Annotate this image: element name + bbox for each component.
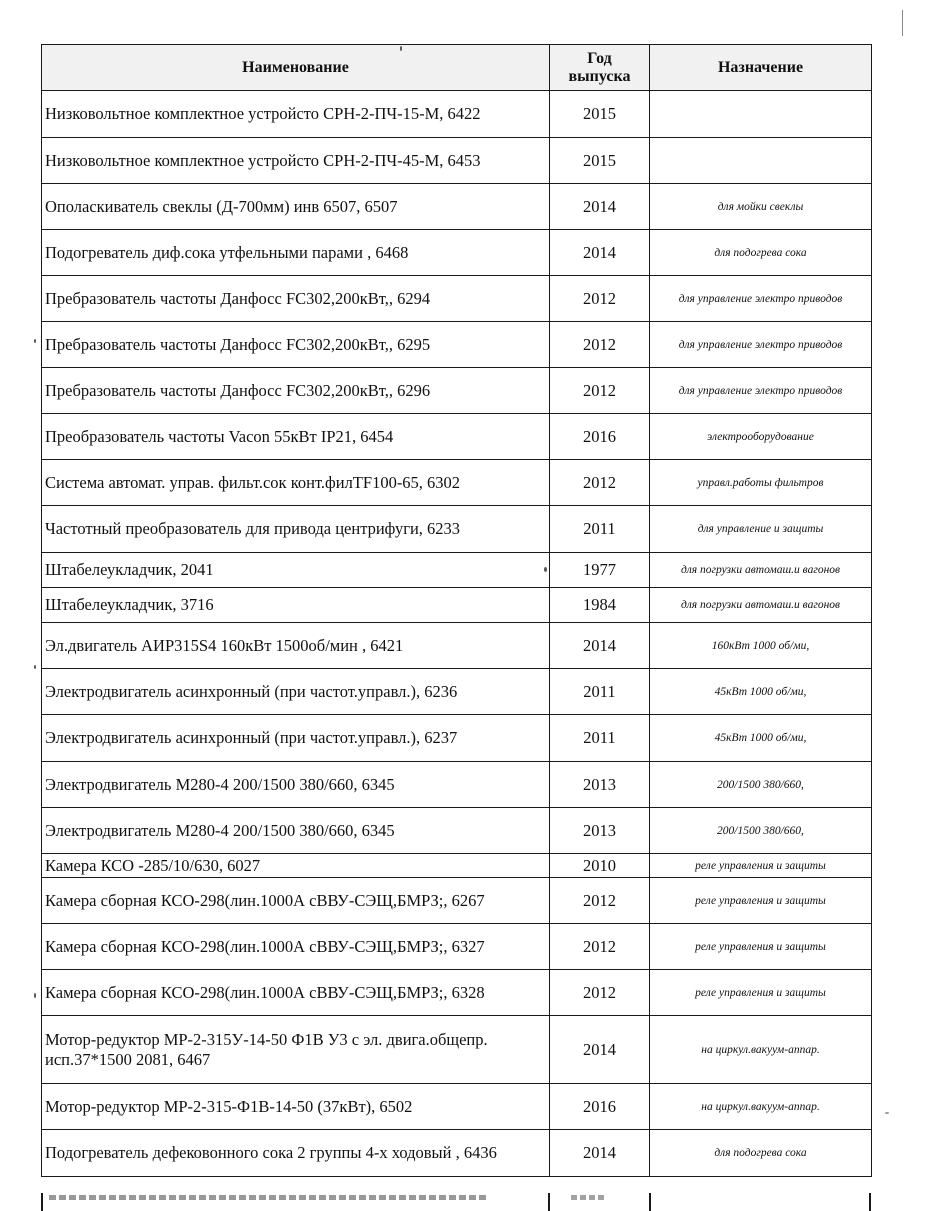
table-row: [42, 669, 872, 715]
cell-year: 2011: [550, 669, 650, 715]
cell-purpose: [650, 138, 872, 184]
cell-name: Электродвигатель М280-4 200/1500 380/660, 6345: [42, 762, 550, 808]
cell-name: Камера сборная КСО-298(лин.1000А сВВУ-СЭЩ,БМРЗ;, 6328: [42, 970, 550, 1016]
cell-purpose: на циркул.вакуум-аппар.: [650, 1084, 872, 1130]
cell-name: Электродвигатель асинхронный (при частот.управл.), 6236: [42, 669, 550, 715]
table-row: [42, 715, 872, 762]
equipment-table: [41, 44, 872, 1177]
cell-name: Камера сборная КСО-298(лин.1000А сВВУ-СЭЩ,БМРЗ;, 6267: [42, 878, 550, 924]
table-row: [42, 460, 872, 506]
cell-purpose: 45кВт 1000 об/ми,: [650, 715, 872, 762]
table-row: [42, 553, 872, 588]
cell-purpose: реле управления и защиты: [650, 854, 872, 878]
cell-year: 2015: [550, 91, 650, 138]
table-row: [42, 1130, 872, 1177]
cell-purpose: для управление и защиты: [650, 506, 872, 553]
cell-name: Мотор-редуктор МР-2-315-Ф1В-14-50 (37кВт), 6502: [42, 1084, 550, 1130]
cell-purpose: для подогрева сока: [650, 1130, 872, 1177]
scan-speck: [34, 993, 36, 998]
cell-year: 2014: [550, 623, 650, 669]
cell-purpose: для управление электро приводов: [650, 276, 872, 322]
cell-name: Камера КСО -285/10/630, 6027: [42, 854, 550, 878]
scan-mark: [902, 10, 903, 36]
cell-name: Эл.двигатель АИР315S4 160кВт 1500об/мин , 6421: [42, 623, 550, 669]
cell-name: Подогреватель диф.сока утфельными парами , 6468: [42, 230, 550, 276]
cell-name: Низковольтное комплектное устройсто СРН-2-ПЧ-45-М, 6453: [42, 138, 550, 184]
cell-year: 2012: [550, 322, 650, 368]
cell-name: Пребразователь частоты Данфосс FC302,200кВт,, 6294: [42, 276, 550, 322]
cell-year: 2014: [550, 230, 650, 276]
cell-purpose: реле управления и защиты: [650, 878, 872, 924]
header-purpose: Назначение: [650, 45, 872, 91]
cell-purpose: реле управления и защиты: [650, 924, 872, 970]
cell-purpose: для управление электро приводов: [650, 368, 872, 414]
cell-year: 2012: [550, 276, 650, 322]
table-row: [42, 184, 872, 230]
cell-purpose: для погрузки автомаш.и вагонов: [650, 553, 872, 588]
cutoff-year-fragment: [571, 1195, 605, 1200]
cell-year: 2014: [550, 1016, 650, 1084]
cell-name: Электродвигатель асинхронный (при частот.управл.), 6237: [42, 715, 550, 762]
table-row: [42, 368, 872, 414]
table-row: [42, 414, 872, 460]
cell-year: 2010: [550, 854, 650, 878]
scan-speck: [400, 46, 402, 51]
cell-name: Мотор-редуктор МР-2-315У-14-50 Ф1В У3 с эл. двига.общепр. исп.37*1500 2081, 6467: [42, 1016, 550, 1084]
cell-purpose: реле управления и защиты: [650, 970, 872, 1016]
cutoff-border-mid2: [649, 1193, 651, 1211]
header-name: Наименование: [42, 45, 550, 91]
cell-purpose: 160кВт 1000 об/ми,: [650, 623, 872, 669]
scan-speck: [34, 665, 36, 669]
table-row: [42, 1016, 872, 1084]
cell-purpose: для мойки свеклы: [650, 184, 872, 230]
table-row: [42, 970, 872, 1016]
table-header: [42, 45, 872, 91]
cell-name: Низковольтное комплектное устройсто СРН-2-ПЧ-15-М, 6422: [42, 91, 550, 138]
cell-name: Частотный преобразователь для привода центрифуги, 6233: [42, 506, 550, 553]
cell-year: 2014: [550, 1130, 650, 1177]
cell-purpose: 45кВт 1000 об/ми,: [650, 669, 872, 715]
cell-name: Преобразователь частоты Vacon 55кВт IP21, 6454: [42, 414, 550, 460]
cell-year: 2012: [550, 878, 650, 924]
table-row: [42, 276, 872, 322]
table-row: [42, 588, 872, 623]
cell-name: Пребразователь частоты Данфосс FC302,200кВт,, 6295: [42, 322, 550, 368]
cutoff-border-left: [41, 1193, 43, 1211]
cell-name: Пребразователь частоты Данфосс FC302,200кВт,, 6296: [42, 368, 550, 414]
cell-name: Электродвигатель М280-4 200/1500 380/660, 6345: [42, 808, 550, 854]
table-row: [42, 924, 872, 970]
cell-year: 2014: [550, 184, 650, 230]
cell-year: 2011: [550, 506, 650, 553]
cell-year: 1977: [550, 553, 650, 588]
cell-year: 2013: [550, 808, 650, 854]
cell-year: 2016: [550, 414, 650, 460]
cell-year: 2015: [550, 138, 650, 184]
table-row: [42, 230, 872, 276]
cell-name: Система автомат. управ. фильт.сок конт.филTF100-65, 6302: [42, 460, 550, 506]
cutoff-border-mid1: [548, 1193, 550, 1211]
scan-speck: [544, 567, 547, 572]
cell-name: Штабелеукладчик, 3716: [42, 588, 550, 623]
cell-year: 2012: [550, 460, 650, 506]
table-row: [42, 854, 872, 878]
cell-name: Камера сборная КСО-298(лин.1000А сВВУ-СЭЩ,БМРЗ;, 6327: [42, 924, 550, 970]
cell-purpose: управл.работы фильтров: [650, 460, 872, 506]
cutoff-row: [41, 1193, 871, 1211]
table-row: [42, 1084, 872, 1130]
table-row: [42, 91, 872, 138]
cell-purpose: для подогрева сока: [650, 230, 872, 276]
table-row: [42, 623, 872, 669]
scan-speck: [885, 1112, 889, 1114]
cutoff-text-fragment: [49, 1195, 489, 1200]
cell-year: 2012: [550, 970, 650, 1016]
cell-purpose: на циркул.вакуум-аппар.: [650, 1016, 872, 1084]
cell-year: 2016: [550, 1084, 650, 1130]
cell-year: 2013: [550, 762, 650, 808]
cell-year: 2012: [550, 368, 650, 414]
cell-purpose: [650, 91, 872, 138]
table-row: [42, 762, 872, 808]
table-row: [42, 506, 872, 553]
cell-purpose: электрооборудование: [650, 414, 872, 460]
cutoff-border-right: [869, 1193, 871, 1211]
table-row: [42, 808, 872, 854]
header-row: [42, 45, 872, 91]
cell-purpose: для погрузки автомаш.и вагонов: [650, 588, 872, 623]
table-row: [42, 138, 872, 184]
cell-year: 2011: [550, 715, 650, 762]
cell-year: 1984: [550, 588, 650, 623]
cell-purpose: 200/1500 380/660,: [650, 762, 872, 808]
scan-speck: [34, 339, 36, 343]
cell-name: Ополаскиватель свеклы (Д-700мм) инв 6507, 6507: [42, 184, 550, 230]
cell-purpose: 200/1500 380/660,: [650, 808, 872, 854]
table-row: [42, 322, 872, 368]
cell-purpose: для управление электро приводов: [650, 322, 872, 368]
header-year: [550, 45, 650, 91]
table-row: [42, 878, 872, 924]
header-year-line2: выпуска: [568, 67, 631, 85]
table-body: [42, 91, 872, 1177]
cell-name: Штабелеукладчик, 2041: [42, 553, 550, 588]
cell-name: Подогреватель дефековонного сока 2 группы 4-х ходовый , 6436: [42, 1130, 550, 1177]
header-year-line1: Год: [587, 49, 612, 67]
cell-year: 2012: [550, 924, 650, 970]
